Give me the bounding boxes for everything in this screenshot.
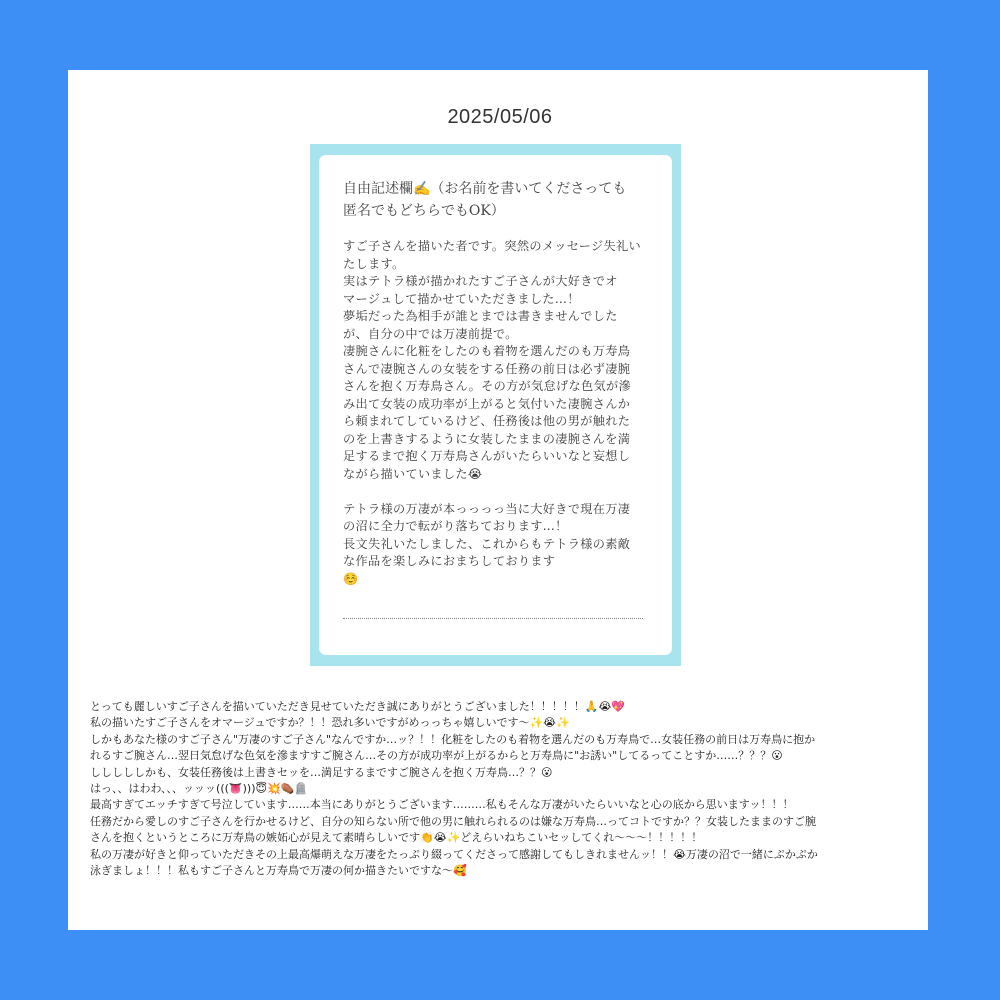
reply-line: しかもあなた様のすご子さん"万凄のすご子さん"なんですか…ッ？！！化粧をしたのも着物を選んだのも万寿鳥で…女装任務の前日は万寿鳥に抱か [90,732,816,746]
card-text-line: 長文失礼いたしました、これからもテトラ様の素敵 [343,536,631,551]
card-text-line: な作品を楽しみにおまちしております [343,554,556,568]
card-text-line: が、自分の中では万凄前提で。 [343,326,518,341]
card-text-line: 凄腕さんに化粧をしたのも着物を選んだのも万寿鳥 [343,344,631,358]
card-text-line: の沼に全力で転がり落ちております…！ [343,519,568,533]
reply-line: 任務だから愛しのすご子さんを行かせるけど、自分の知らない所で他の男に触れられるのは嫌な万寿鳥…ってコトですか？？女装したままのすご腕 [90,814,816,828]
reply-line: しししししかも、女装任務後は上書きセッを…満足するまですご腕さんを抱く万寿鳥…？？😮 [90,765,553,779]
card-paragraph-1 [343,238,665,483]
card-text-line: ながら描いていました😭 [343,466,483,481]
reply-line: 最高すぎてエッチすぎて号泣しています……本当にありがとうございます………私もそんな万凄がいたらいいなと心の底から思いますッ！！！ [90,798,794,812]
card-title-line: 自由記述欄✍️（お名前を書いてくださっても [343,181,627,197]
reply-line: 泳ぎましょ！！！私もすご子さんと万寿鳥で万凄の何か描きたいですな〜🥰 [90,864,467,878]
card-text-line: すご子さんを描いた者です。突然のメッセージ失礼い [343,239,641,253]
card-text-line: み出て女装の成功率が上がると気付いた凄腕さんか [343,396,631,411]
card-text-line: 実はテトラ様が描かれたすご子さんが大好きでオ [343,274,618,288]
card-text-line: のを上書きするように女装したままの凄腕さんを満 [343,431,631,446]
card-text-line: さんを抱く万寿鳥さん。その方が気怠げな色気が滲 [343,379,631,393]
reply-line: はっ、、はわわ、、、ッッッ(((👅)))😇💥⚰️🪦 [90,782,309,796]
card-text-line: マージュして描かせていただきました…！ [343,291,580,306]
message-card-inner [319,155,672,655]
post-date: 2025/05/06 [447,106,553,128]
card-text-line: 足するまで抱く万寿鳥さんがいたらいいなと妄想し [343,449,631,463]
card-message [343,238,665,588]
reply-line: さんを抱くというところに万寿鳥の嫉妬心が見えて素晴らしいです👏😭✨どえらいねちこいセッしてくれ〜〜〜！！！！！ [90,831,703,845]
card-divider [343,618,643,619]
card-title-line: 匿名でもどちらでもOK） [343,203,505,219]
reply-line: 私の万凄が好きと仰っていただきその上最高爆萌えな万凄をたっぷり綴ってくださって感謝してもしきれませんッ！！😭万凄の沼で一緒にぷかぷか [90,847,818,861]
message-card [310,144,681,666]
card-title [343,178,653,222]
card-text-line: 夢垢だった為相手が誰とまでは書きませんでした [343,309,618,323]
paragraph-gap [343,483,665,501]
reply-line: 私の描いたすご子さんをオマージュですか？！！恐れ多いですがめっっちゃ嬉しいです〜✨😭✨ [90,716,570,730]
card-text-line: ☺️ [343,571,359,586]
card-paragraph-2 [343,501,665,589]
reply-line: とっても麗しいすご子さんを描いていただき見せていただき誠にありがとうございました！！！！！🙏😭💖 [90,700,626,713]
reply-line: れるすご腕さん…翌日気怠げな色気を滲ますすご腕さん…その方が成功率が上がるからと万寿鳥に"お誘い"してるってことすか……？？？😮 [90,749,783,763]
card-text-line: さんで凄腕さんの女装をする任務の前日は必ず凄腕 [343,361,631,376]
reply-text [90,699,920,879]
card-text-line: たします。 [343,256,405,271]
card-text-line: ら頼まれてしているけど、任務後は他の男が触れた [343,414,631,428]
card-text-line: テトラ様の万凄が本っっっっ当に大好きで現在万凄 [343,501,631,516]
